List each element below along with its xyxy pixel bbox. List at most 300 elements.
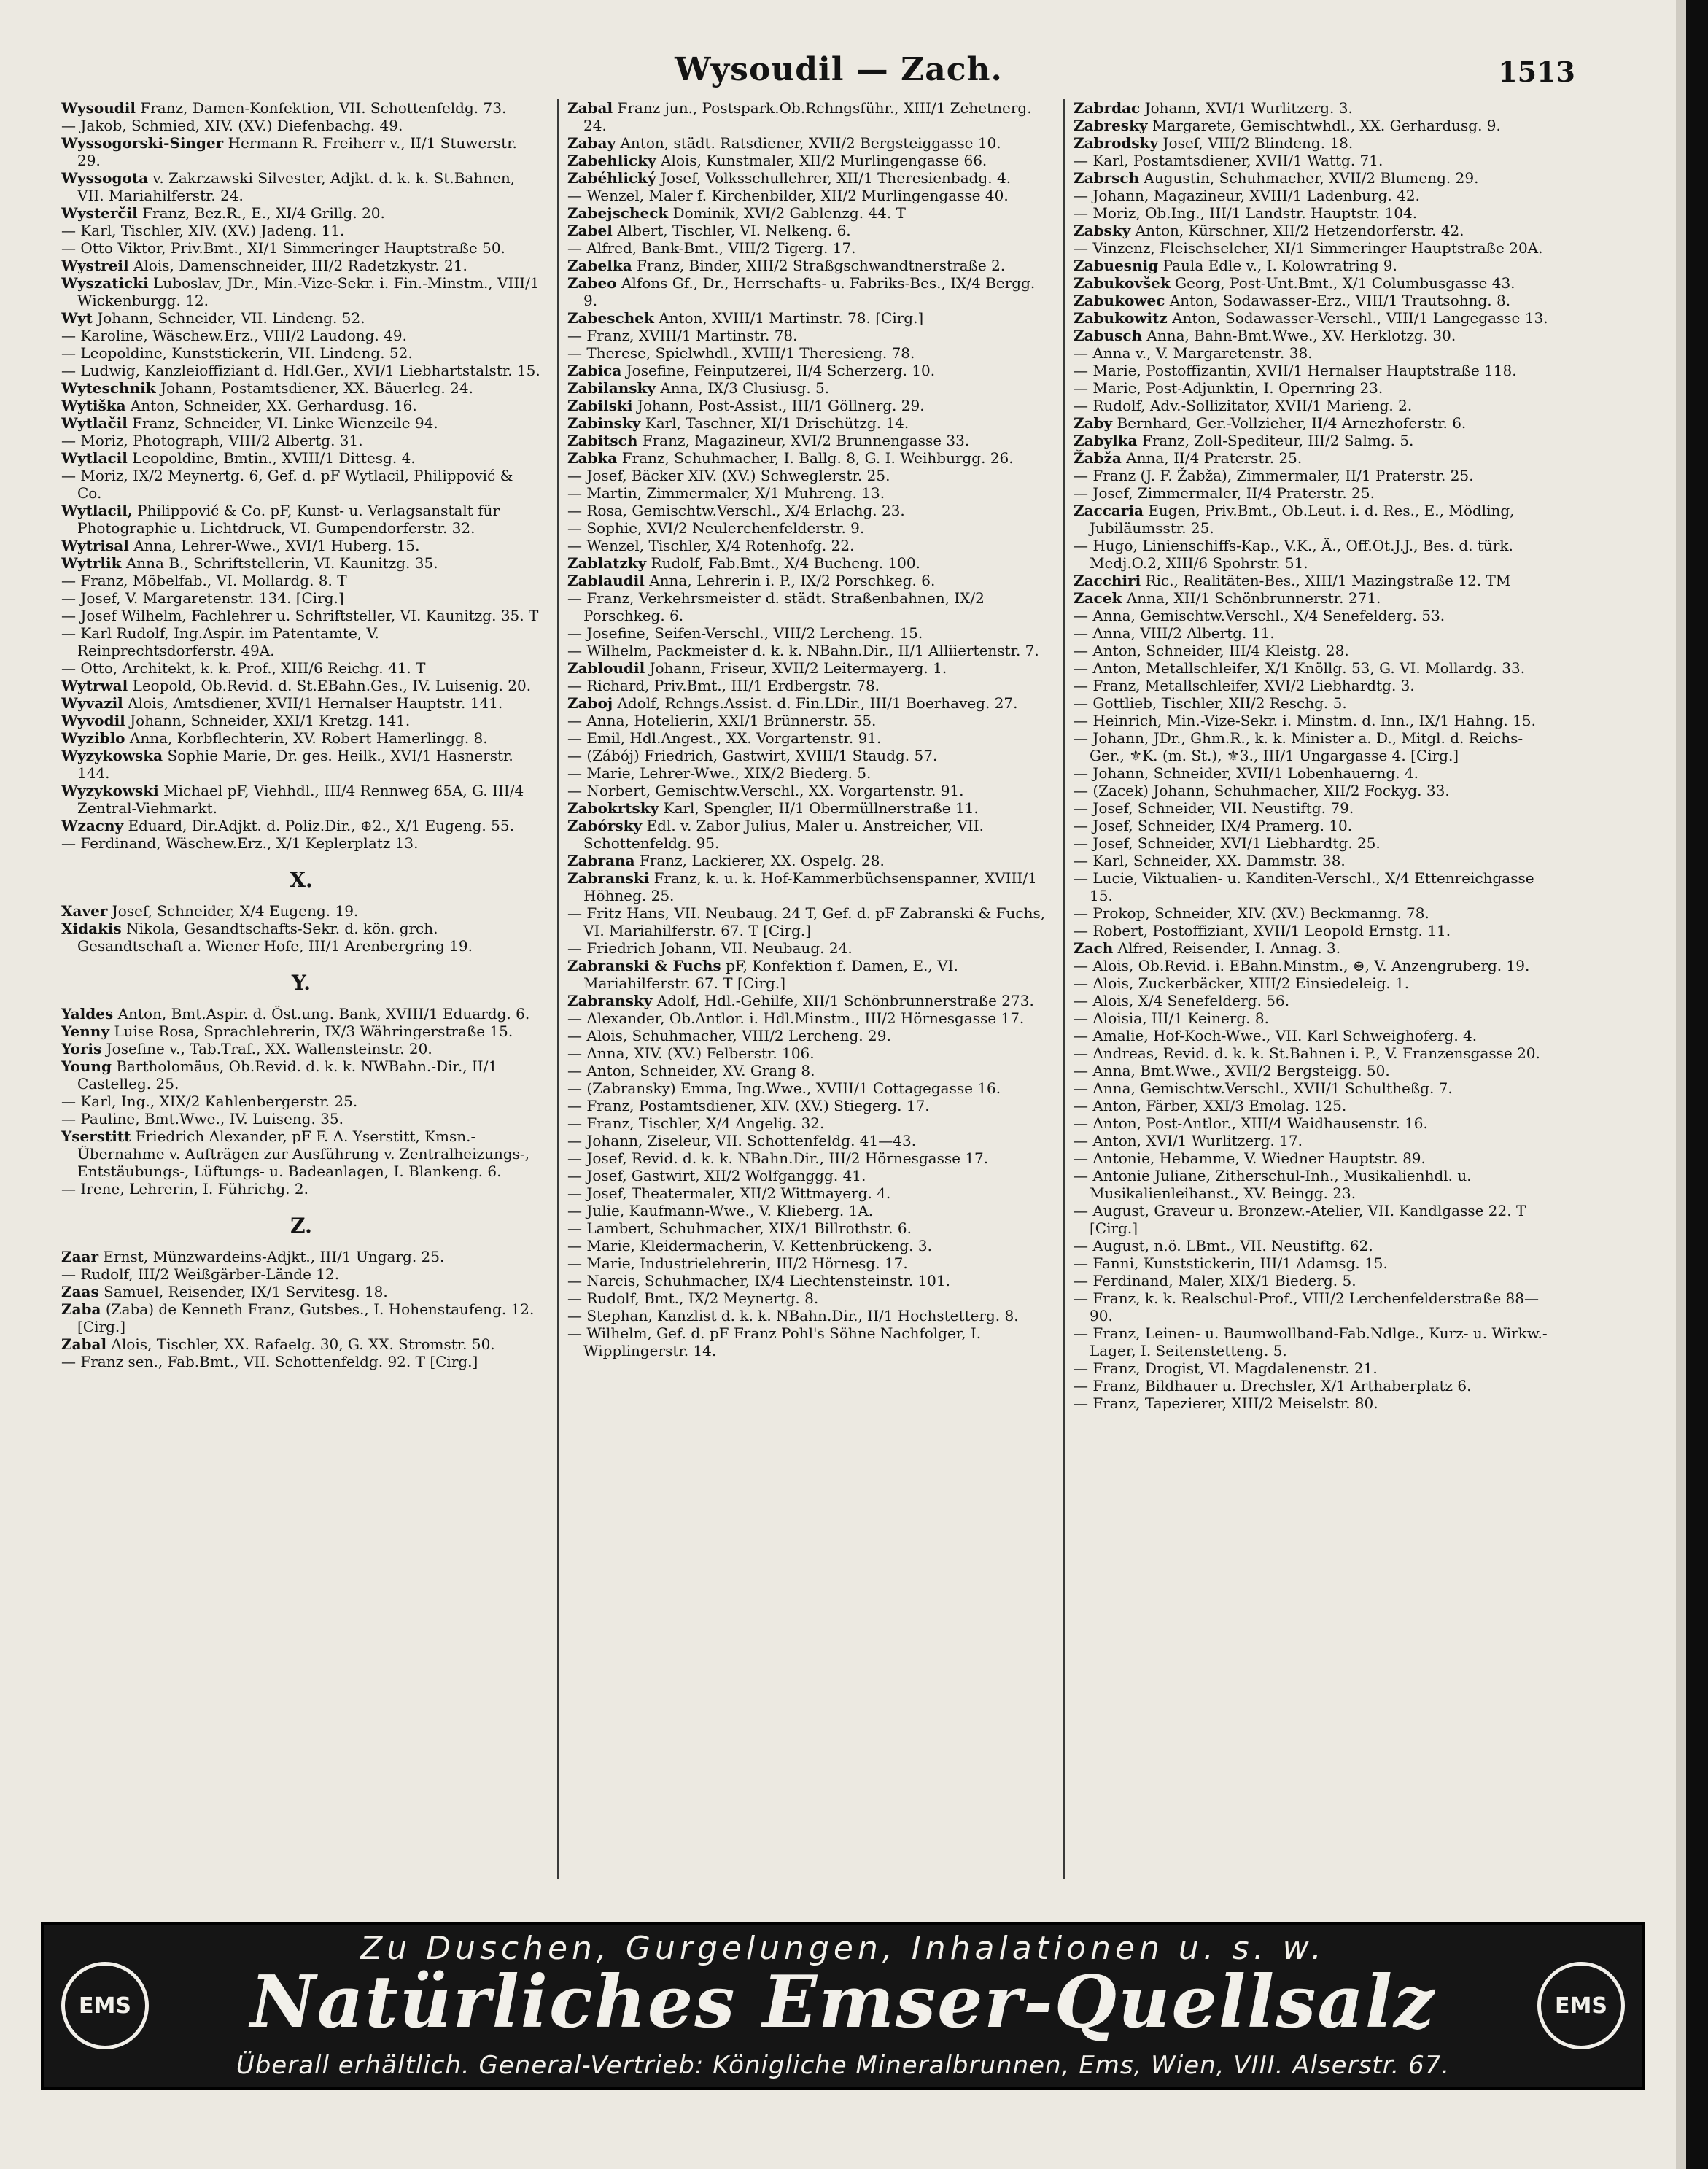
entry-details: — Julie, Kaufmann-Wwe., V. Klieberg. 1A. [567,1202,874,1219]
directory-entry [61,834,541,852]
directory-entry [61,712,541,729]
directory-entry [567,169,1047,187]
directory-entry [567,799,1047,817]
entry-surname: Wyszaticki [61,274,149,292]
directory-entry [1074,239,1553,257]
directory-entry [567,467,1047,484]
entry-details: — Gottlieb, Tischler, XII/2 Reschg. 5. [1074,694,1347,712]
entry-surname: Zabokrtsky [567,799,659,817]
entry-details: — Johann, JDr., Ghm.R., k. k. Minister a. D., Mitgl. d. Reichs-Ger., ⚜K. (m. St.), ⚜3., III/1 Ungargasse 4. [Cirg.] [1074,729,1523,764]
directory-entry [1074,642,1553,659]
directory-entry [61,1128,541,1180]
entry-details: — Otto Viktor, Priv.Bmt., XI/1 Simmeringer Hauptstraße 50. [61,239,505,257]
entry-details: — Marie, Lehrer-Wwe., XIX/2 Biederg. 5. [567,764,872,782]
entry-details: Alois, Damenschneider, III/2 Radetzkystr. 21. [133,257,467,274]
directory-entry [1074,449,1553,467]
entry-details: Alois, Tischler, XX. Rafaelg. 30, G. XX. Stromstr. 50. [111,1335,495,1353]
entry-surname: Zacek [1074,589,1122,607]
directory-entry [61,1058,541,1093]
entry-details: — Ferdinand, Wäschew.Erz., X/1 Keplerplatz 13. [61,834,419,852]
directory-entry [61,204,541,222]
entry-details: — Josef, Gastwirt, XII/2 Wolfganggg. 41. [567,1167,866,1184]
entry-surname: Wyziblo [61,729,125,747]
entry-surname: Wytrisal [61,537,129,554]
directory-entry [567,852,1047,869]
entry-details: Adolf, Rchngs.Assist. d. Fin.LDir., III/1 Boerhaveg. 27. [617,694,1018,712]
directory-entry [567,537,1047,554]
directory-entry [1074,817,1553,834]
entry-details: Hermann R. Freiherr v., II/1 Stuwerstr. 29. [77,134,517,169]
directory-entry [1074,572,1553,589]
entry-details: — Heinrich, Min.-Vize-Sekr. i. Minstm. d. Inn., IX/1 Hahng. 15. [1074,712,1536,729]
directory-entry [567,1097,1047,1114]
entry-surname: Zaba [61,1300,101,1318]
ad-headline: Natürliches Emser-Quellsalz [250,1960,1436,2044]
directory-entry [61,1353,541,1370]
entry-details: — Moriz, Ob.Ing., III/1 Landstr. Hauptstr. 104. [1074,204,1418,222]
directory-entry [567,939,1047,957]
entry-details: Nikola, Gesandtschafts-Sekr. d. kön. grch. Gesandtschaft a. Wiener Hofe, III/1 Arenbergring 19. [77,920,473,955]
directory-entry [61,729,541,747]
directory-entry [567,1237,1047,1254]
directory-entry [567,764,1047,782]
entry-details: Luise Rosa, Sprachlehrerin, IX/3 Währingerstraße 15. [114,1023,513,1040]
entry-surname: Zabukowitz [1074,309,1168,327]
entry-surname: Wytlacil, [61,502,133,519]
directory-entry [61,1093,541,1110]
entry-surname: Wytrwal [61,677,128,694]
entry-details: Sophie Marie, Dr. ges. Heilk., XVI/1 Hasnerstr. 144. [77,747,513,782]
entry-details: Samuel, Reisender, IX/1 Servitesg. 18. [104,1283,388,1300]
directory-entry [567,344,1047,362]
entry-details: — Anton, XVI/1 Wurlitzerg. 17. [1074,1132,1303,1149]
directory-entry [567,817,1047,852]
directory-entry [61,589,541,607]
entry-details: — Josef, V. Margaretenstr. 134. [Cirg.] [61,589,344,607]
entry-surname: Zabéhlický [567,169,656,187]
entry-details: Alfred, Reisender, I. Annag. 3. [1117,939,1341,957]
entry-details: — Karl, Tischler, XIV. (XV.) Jadeng. 11. [61,222,345,239]
column-1 [61,99,541,1893]
entry-details: — Anna, VIII/2 Albertg. 11. [1074,624,1275,642]
entry-details: Franz, Lackierer, XX. Ospelg. 28. [639,852,885,869]
column-3 [1074,99,1553,1893]
directory-entry [1074,362,1553,379]
entry-surname: Wytlačil [61,414,128,432]
entry-details: — Franz, Leinen- u. Baumwollband-Fab.Ndlge., Kurz- u. Wirkw.-Lager, I. Seitenstetteng. 5. [1074,1324,1548,1359]
entry-details: — Anton, Schneider, III/4 Kleistg. 28. [1074,642,1349,659]
directory-entry [61,554,541,572]
directory-entry [1074,1377,1553,1394]
entry-details: Anna B., Schriftstellerin, VI. Kaunitzg. 35. [125,554,438,572]
entry-details: — Karl, Schneider, XX. Dammstr. 38. [1074,852,1346,869]
directory-entry [567,274,1047,309]
ems-seal-text: EMS [1555,1993,1607,2019]
directory-entry [1074,904,1553,922]
directory-entry [567,134,1047,152]
directory-entry [1074,922,1553,939]
entry-details: Karl, Spengler, II/1 Obermüllnerstraße 11. [663,799,979,817]
directory-entry [1074,659,1553,677]
entry-details: — Anna, Bmt.Wwe., XVII/2 Bergsteigg. 50. [1074,1062,1390,1079]
entry-details: — Franz, Tischler, X/4 Angelig. 32. [567,1114,825,1132]
entry-surname: Wysterčil [61,204,138,222]
directory-entry [567,712,1047,729]
directory-entry [61,1005,541,1023]
directory-entry [1074,992,1553,1009]
directory-entry [1074,1149,1553,1167]
entry-details: — Alois, Ob.Revid. i. EBahn.Minstm., ⊛, V. Anzengruberg. 19. [1074,957,1530,974]
entry-details: — Rudolf, Adv.-Sollizitator, XVII/1 Marieng. 2. [1074,397,1413,414]
entry-details: — Jakob, Schmied, XIV. (XV.) Diefenbachg. 49. [61,117,403,134]
entry-surname: Wyzykowski [61,782,159,799]
ems-seal-text: EMS [79,1993,131,2019]
directory-entry [61,1300,541,1335]
entry-surname: Zabukowec [1074,292,1165,309]
directory-entry [61,134,541,169]
entry-details: Adolf, Hdl.-Gehilfe, XII/1 Schönbrunnerstraße 273. [656,992,1034,1009]
entry-surname: Wyzykowska [61,747,163,764]
entry-details: Bartholomäus, Ob.Revid. d. k. k. NWBahn.-Dir., II/1 Castelleg. 25. [77,1058,498,1093]
directory-entry [1074,1062,1553,1079]
entry-details: — Alois, Schuhmacher, VIII/2 Lercheng. 29. [567,1027,891,1044]
directory-entry [567,659,1047,677]
directory-entry [61,1248,541,1265]
entry-surname: Wyt [61,309,93,327]
entry-details: — Josef, Theatermaler, XII/2 Wittmayerg. 4. [567,1184,891,1202]
directory-entry [567,1219,1047,1237]
directory-entry [1074,1202,1553,1237]
entry-surname: Zabal [567,99,613,117]
directory-entry [61,309,541,327]
directory-entry [61,537,541,554]
directory-entry [1074,607,1553,624]
directory-entry [1074,1044,1553,1062]
entry-details: Anton, Sodawasser-Verschl., VIII/1 Langegasse 13. [1172,309,1548,327]
directory-entry [1074,292,1553,309]
entry-surname: Zablatzky [567,554,647,572]
entry-details: — Emil, Hdl.Angest., XX. Vorgartenstr. 91. [567,729,882,747]
entry-details: — Johann, Schneider, XVII/1 Lobenhauerng. 4. [1074,764,1419,782]
entry-details: Anna, Lehrerin i. P., IX/2 Porschkeg. 6. [649,572,936,589]
directory-entry [1074,1114,1553,1132]
directory-entry [61,344,541,362]
entry-surname: Zabransky [567,992,653,1009]
directory-entry [567,449,1047,467]
directory-entry [61,449,541,467]
entry-details: — Lambert, Schuhmacher, XIX/1 Billrothstr. 6. [567,1219,912,1237]
directory-entry [567,624,1047,642]
entry-details: — Josef, Schneider, VII. Neustiftg. 79. [1074,799,1354,817]
directory-entry [567,432,1047,449]
entry-details: — Josef, Zimmermaler, II/4 Praterstr. 25. [1074,484,1375,502]
directory-entry [1074,1324,1553,1359]
entry-details: — Franz (J. F. Žabža), Zimmermaler, II/1 Praterstr. 25. [1074,467,1474,484]
entry-details: — Sophie, XVI/2 Neulerchenfelderstr. 9. [567,519,865,537]
directory-entry [61,920,541,955]
entry-surname: Wysoudil [61,99,136,117]
page-edge [1686,0,1708,2169]
entry-details: — Leopoldine, Kunststickerin, VII. Lindeng. 52. [61,344,413,362]
entry-surname: Zabrana [567,852,635,869]
directory-entry [567,519,1047,537]
entry-details: — Anna, Gemischtw.Verschl., XVII/1 Schultheßg. 7. [1074,1079,1453,1097]
entry-details: — Franz, Möbelfab., VI. Mollardg. 8. T [61,572,347,589]
entry-details: Johann, Postamtsdiener, XX. Bäuerleg. 24. [160,379,473,397]
entry-surname: Zabejscheck [567,204,669,222]
entry-surname: Zaboj [567,694,613,712]
entry-details: — Alexander, Ob.Antlor. i. Hdl.Minstm., III/2 Hörnesgasse 17. [567,1009,1025,1027]
entry-details: — Karl, Ing., XIX/2 Kahlenbergerstr. 25. [61,1093,358,1110]
entry-details: Michael pF, Viehhdl., III/4 Rennweg 65A, G. III/4 Zentral-Viehmarkt. [77,782,524,817]
entry-details: — Marie, Industrielehrerin, III/2 Hörnesg. 17. [567,1254,908,1272]
directory-entry [1074,782,1553,799]
entry-details: — Stephan, Kanzlist d. k. k. NBahn.Dir., II/1 Hochstetterg. 8. [567,1307,1019,1324]
entry-details: — Richard, Priv.Bmt., III/1 Erdbergstr. 78. [567,677,880,694]
entry-details: — Anna v., V. Margaretenstr. 38. [1074,344,1313,362]
directory-entry [61,327,541,344]
entry-details: — Wenzel, Tischler, X/4 Rotenhofg. 22. [567,537,855,554]
page-gutter-shadow [1676,0,1686,2169]
entry-details: Johann, Post-Assist., III/1 Göllnerg. 29. [637,397,925,414]
directory-entry [1074,869,1553,904]
directory-entry [1074,1394,1553,1412]
entry-details: Leopold, Ob.Revid. d. St.EBahn.Ges., IV. Luisenig. 20. [132,677,532,694]
entry-details: Ric., Realitäten-Bes., XIII/1 Mazingstraße 12. TM [1145,572,1511,589]
directory-entry [1074,537,1553,572]
directory-entry [1074,834,1553,852]
entry-details: — Moriz, Photograph, VIII/2 Albertg. 31. [61,432,363,449]
entry-details: — Anton, Metallschleifer, X/1 Knöllg. 53, G. VI. Mollardg. 33. [1074,659,1526,677]
directory-entry [1074,1097,1553,1114]
entry-surname: Wytiška [61,397,126,414]
entry-details: Paula Edle v., I. Kolowratring 9. [1162,257,1397,274]
entry-details: — Franz, Tapezierer, XIII/2 Meiselstr. 80. [1074,1394,1378,1412]
directory-entry [567,694,1047,712]
directory-entry [61,239,541,257]
advertisement-banner [41,1922,1645,2090]
entry-details: Josef, Volksschullehrer, XII/1 Theresienbadg. 4. [661,169,1012,187]
entry-details: — Alfred, Bank-Bmt., VIII/2 Tigerg. 17. [567,239,856,257]
entry-details: v. Zakrzawski Silvester, Adjkt. d. k. k. St.Bahnen, VII. Mariahilferstr. 24. [77,169,516,204]
entry-details: — Marie, Kleidermacherin, V. Kettenbrückeng. 3. [567,1237,932,1254]
ad-distributor: Überall erhältlich. General-Vertrieb: Königliche Mineralbrunnen, Ems, Wien, VIII. Alserstr. 67. [236,2051,1451,2080]
directory-entry [1074,309,1553,327]
directory-entry [1074,974,1553,992]
entry-surname: Zabranski [567,869,650,887]
entry-surname: Wyvazil [61,694,123,712]
directory-entry [1074,624,1553,642]
directory-entry [1074,712,1553,729]
entry-surname: Young [61,1058,112,1075]
entry-surname: Wytlacil [61,449,128,467]
directory-entry [1074,467,1553,484]
directory-entry [567,1062,1047,1079]
entry-details: Franz, Schneider, VI. Linke Wienzeile 94. [132,414,438,432]
directory-entry [567,1079,1047,1097]
directory-entry [1074,484,1553,502]
entry-details: Anton, Schneider, XX. Gerhardusg. 16. [130,397,417,414]
entry-details: — Josef, Revid. d. k. k. NBahn.Dir., III/2 Hörnesgasse 17. [567,1149,989,1167]
entry-details: Johann, XVI/1 Wurlitzerg. 3. [1144,99,1353,117]
entry-details: Margarete, Gemischtwhdl., XX. Gerhardusg. 9. [1152,117,1501,134]
directory-entry [1074,204,1553,222]
entry-details: — Anna, XIV. (XV.) Felberstr. 106. [567,1044,815,1062]
page-number: 1513 [1498,55,1575,88]
directory-entry [567,362,1047,379]
directory-entry [1074,274,1553,292]
section-letter: Z. [290,1214,312,1238]
directory-entry [567,677,1047,694]
directory-entry [567,152,1047,169]
directory-entry [1074,852,1553,869]
directory-entry [1074,152,1553,169]
entry-details: — Fritz Hans, VII. Neubaug. 24 T, Gef. d. pF Zabranski & Fuchs, VI. Mariahilferstr. 67. T [Cirg.] [567,904,1046,939]
entry-details: Franz, Schuhmacher, I. Ballg. 8, G. I. Weihburgg. 26. [621,449,1014,467]
directory-entry [61,624,541,659]
entry-surname: Zabel [567,222,613,239]
entry-surname: Zabay [567,134,616,152]
entry-surname: Yenny [61,1023,109,1040]
entry-details: — Johann, Ziseleur, VII. Schottenfeldg. 41—43. [567,1132,917,1149]
entry-details: — Rosa, Gemischtw.Verschl., X/4 Erlachg. 23. [567,502,905,519]
directory-entry [567,1307,1047,1324]
entry-details: Edl. v. Zabor Julius, Maler u. Anstreicher, VII. Schottenfeldg. 95. [583,817,984,852]
entry-surname: Yoris [61,1040,102,1058]
entry-details: Johann, Schneider, XXI/1 Kretzg. 141. [130,712,411,729]
entry-surname: Zabinsky [567,414,641,432]
directory-entry [567,414,1047,432]
ad-tagline: Zu Duschen, Gurgelungen, Inhalationen u. s. w. [360,1930,1326,1967]
entry-surname: Zabranski & Fuchs [567,957,721,974]
directory-entry [567,187,1047,204]
entry-details: Josef, VIII/2 Blindeng. 18. [1162,134,1354,152]
entry-details: Franz, Zoll-Spediteur, III/2 Salmg. 5. [1141,432,1414,449]
entry-surname: Zaccaria [1074,502,1144,519]
entry-details: Franz, k. u. k. Hof-Kammerbüchsenspanner, XVIII/1 Höhneg. 25. [583,869,1037,904]
entry-details: — Marie, Postoffizantin, XVII/1 Hernalser Hauptstraße 118. [1074,362,1517,379]
entry-surname: Zaar [61,1248,99,1265]
section-letter: X. [290,868,313,892]
directory-entry [567,869,1047,904]
directory-entry [61,414,541,432]
directory-entry [567,379,1047,397]
entry-details: — Therese, Spielwhdl., XVIII/1 Theresieng. 78. [567,344,915,362]
directory-entry [1074,677,1553,694]
directory-entry [567,589,1047,624]
directory-entry [567,904,1047,939]
entry-details: Alois, Kunstmaler, XII/2 Murlingengasse 66. [661,152,987,169]
entry-details: Albert, Tischler, VI. Nelkeng. 6. [617,222,851,239]
directory-entry [1074,1237,1553,1254]
entry-details: — Anton, Schneider, XV. Grang 8. [567,1062,815,1079]
entry-details: — Franz, k. k. Realschul-Prof., VIII/2 Lerchenfelderstraße 88—90. [1074,1289,1539,1324]
entry-surname: Zabal [61,1335,107,1353]
entry-details: — Anna, Gemischtw.Verschl., X/4 Senefelderg. 53. [1074,607,1445,624]
directory-entry [567,1289,1047,1307]
directory-entry [1074,1289,1553,1324]
entry-surname: Zabeschek [567,309,654,327]
entry-surname: Zabresky [1074,117,1148,134]
entry-surname: Zabelka [567,257,632,274]
entry-details: Eduard, Dir.Adjkt. d. Poliz.Dir., ⊕2., X/1 Eugeng. 55. [128,817,514,834]
entry-details: Anton, Kürschner, XII/2 Hetzendorferstr. 42. [1135,222,1464,239]
entry-details: Augustin, Schuhmacher, XVII/2 Blumeng. 29. [1144,169,1479,187]
entry-details: — Johann, Magazineur, XVIII/1 Ladenburg. 42. [1074,187,1420,204]
directory-entry [1074,169,1553,187]
entry-details: Johann, Schneider, VII. Lindeng. 52. [97,309,365,327]
entry-details: — Martin, Zimmermaler, X/1 Muhreng. 13. [567,484,885,502]
entry-details: pF, Konfektion f. Damen, E., VI. Mariahilferstr. 67. T [Cirg.] [583,957,958,992]
directory-entry [61,397,541,414]
directory-entry [61,1023,541,1040]
entry-surname: Zabitsch [567,432,638,449]
entry-surname: Žabža [1074,449,1122,467]
directory-entry [1074,1272,1553,1289]
directory-entry [1074,134,1553,152]
directory-entry [567,747,1047,764]
directory-entry [61,502,541,537]
directory-entry [1074,187,1553,204]
directory-entry [61,467,541,502]
entry-details: — Aloisia, III/1 Keinerg. 8. [1074,1009,1269,1027]
entry-details: Franz, Damen-Konfektion, VII. Schottenfeldg. 73. [140,99,507,117]
entry-details: — Josefine, Seifen-Verschl., VIII/2 Lercheng. 15. [567,624,923,642]
entry-details: — Franz, Verkehrsmeister d. städt. Straßenbahnen, IX/2 Porschkeg. 6. [567,589,985,624]
entry-details: Anna, IX/3 Clusiusg. 5. [660,379,830,397]
entry-surname: Zabusch [1074,327,1143,344]
directory-entry [567,572,1047,589]
entry-details: Franz, Bez.R., E., XI/4 Grillg. 20. [142,204,385,222]
entry-details: — August, Graveur u. Bronzew.-Atelier, VII. Kandlgasse 22. T [Cirg.] [1074,1202,1526,1237]
entry-details: Anton, Bmt.Aspir. d. Öst.ung. Bank, XVIII/1 Eduardg. 6. [117,1005,530,1023]
entry-details: — Otto, Architekt, k. k. Prof., XIII/6 Reichg. 41. T [61,659,426,677]
entry-details: Anna, Bahn-Bmt.Wwe., XV. Herklotzg. 30. [1146,327,1456,344]
directory-columns [61,99,1593,1893]
entry-surname: Zach [1074,939,1114,957]
entry-details: — Anton, Färber, XXI/3 Emolag. 125. [1074,1097,1347,1114]
entry-details: Leopoldine, Bmtin., XVIII/1 Dittesg. 4. [132,449,416,467]
running-header-title: Wysoudil — Zach. [675,51,1003,88]
entry-details: — Wilhelm, Packmeister d. k. k. NBahn.Dir., II/1 Alliiertenstr. 7. [567,642,1039,659]
directory-entry [61,432,541,449]
directory-entry [1074,1027,1553,1044]
directory-entry [1074,327,1553,344]
directory-entry [567,1114,1047,1132]
directory-entry [61,1335,541,1353]
directory-entry [61,257,541,274]
entry-details: — Robert, Postoffiziant, XVII/1 Leopold Ernstg. 11. [1074,922,1451,939]
entry-details: — Franz, Postamtsdiener, XIV. (XV.) Stiegerg. 17. [567,1097,930,1114]
directory-entry [1074,1009,1553,1027]
entry-surname: Wzacny [61,817,124,834]
entry-surname: Zabrodsky [1074,134,1159,152]
directory-entry [567,1044,1047,1062]
entry-surname: Zablaudil [567,572,645,589]
entry-details: — Vinzenz, Fleischselcher, XI/1 Simmeringer Hauptstraße 20A. [1074,239,1543,257]
entry-details: — Anna, Hotelierin, XXI/1 Brünnerstr. 55. [567,712,877,729]
directory-entry [567,327,1047,344]
entry-details: — Wenzel, Maler f. Kirchenbilder, XII/2 Murlingengasse 40. [567,187,1009,204]
entry-details: Franz, Magazineur, XVI/2 Brunnengasse 33. [642,432,970,449]
entry-details: — Norbert, Gemischtw.Verschl., XX. Vorgartenstr. 91. [567,782,964,799]
entry-surname: Zabrsch [1074,169,1140,187]
entry-surname: Zabehlicky [567,152,656,169]
entry-details: — Pauline, Bmt.Wwe., IV. Luiseng. 35. [61,1110,344,1128]
entry-surname: Zabukovšek [1074,274,1171,292]
entry-details: — Franz, XVIII/1 Martinstr. 78. [567,327,798,344]
entry-details: — Lucie, Viktualien- u. Kanditen-Verschl., X/4 Ettenreichgasse 15. [1074,869,1534,904]
